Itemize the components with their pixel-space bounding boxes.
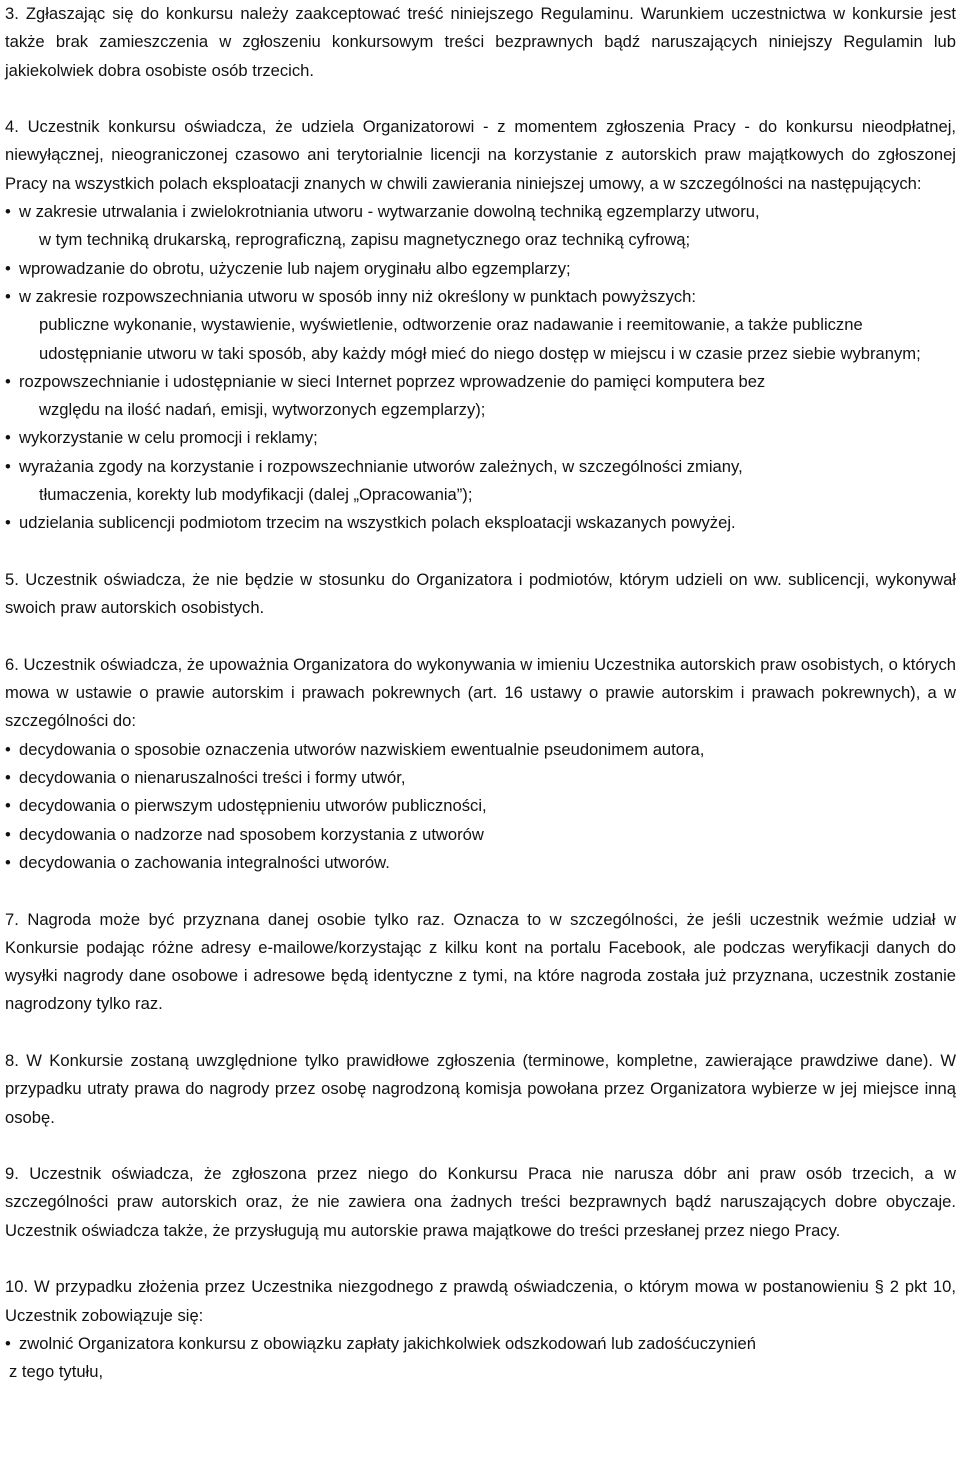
- list-item: [5, 283, 956, 368]
- list-item-continuation: tłumaczenia, korekty lub modyfikacji (dalej „Opracowania”);: [39, 485, 473, 505]
- bullet-icon: •: [5, 796, 11, 816]
- list-item-text: decydowania o pierwszym udostępnieniu utworów publiczności,: [19, 796, 487, 816]
- paragraph-spacer: [5, 877, 956, 905]
- list-item-text: wprowadzanie do obrotu, użyczenie lub najem oryginału albo egzemplarzy;: [19, 258, 571, 278]
- list-item: [5, 424, 956, 452]
- list-item: [5, 764, 956, 792]
- paragraph-spacer: [5, 1132, 956, 1160]
- bullet-icon: •: [5, 258, 11, 278]
- paragraph-7: 7. Nagroda może być przyznana danej osobie tylko raz. Oznacza to w szczególności, że jeśli uczestnik weźmie udział w Konkursie podając różne adresy e-mailowe/korzystając z kilku kont na portalu Facebook, ale podczas weryfikacji danych do wysyłki nagrody dane osobowe i adresowe będą identyczne z tymi, na które nagroda została już przyznana, uczestnik zostanie nagrodzony tylko raz.: [5, 909, 956, 1014]
- bullet-icon: •: [5, 1333, 11, 1353]
- paragraph-6: 6. Uczestnik oświadcza, że upoważnia Organizatora do wykonywania w imieniu Uczestnika autorskich praw osobistych, o których mowa w ustawie o prawie autorskim i prawach pokrewnych (art. 16 ustawy o prawie autorskim i prawach pokrewnych), a w szczególności do:: [5, 654, 956, 731]
- bullet-icon: •: [5, 202, 11, 222]
- bullet-icon: •: [5, 456, 11, 476]
- paragraph-spacer: [5, 85, 956, 113]
- bullet-icon: •: [5, 513, 11, 533]
- bullet-icon: •: [5, 428, 11, 448]
- list-item-text: w zakresie rozpowszechniania utworu w sposób inny niż określony w punktach powyższych:: [19, 286, 696, 306]
- list-item-text: decydowania o sposobie oznaczenia utworów nazwiskiem ewentualnie pseudonimem autora,: [19, 739, 705, 759]
- list-item-text: wykorzystanie w celu promocji i reklamy;: [19, 428, 318, 448]
- list-item-continuation: z tego tytułu,: [9, 1362, 104, 1382]
- list-item: [5, 453, 956, 510]
- list-item: [5, 849, 956, 877]
- list-item: [5, 368, 956, 425]
- list-item-continuation: względu na ilość nadań, emisji, wytworzonych egzemplarzy);: [39, 400, 486, 420]
- list-item: [5, 198, 956, 255]
- bullet-icon: •: [5, 768, 11, 788]
- list-item-text: decydowania o nadzorze nad sposobem korzystania z utworów: [19, 824, 484, 844]
- list-item-text: decydowania o nienaruszalności treści i formy utwór,: [19, 768, 406, 788]
- list-item: [5, 1330, 956, 1387]
- obligations-list: [5, 1330, 956, 1387]
- paragraph-10: 10. W przypadku złożenia przez Uczestnika niezgodnego z prawdą oświadczenia, o którym mowa w postanowieniu § 2 pkt 10, Uczestnik zobowiązuje się:: [5, 1277, 956, 1325]
- list-item-text: decydowania o zachowania integralności utworów.: [19, 852, 390, 872]
- list-item: [5, 792, 956, 820]
- list-item-text: w zakresie utrwalania i zwielokrotniania utworu - wytwarzanie dowolną techniką egzemplarzy utworu,: [19, 202, 760, 222]
- paragraph-spacer: [5, 1245, 956, 1273]
- paragraph-spacer: [5, 1019, 956, 1047]
- paragraph-4: 4. Uczestnik konkursu oświadcza, że udziela Organizatorowi - z momentem zgłoszenia Pracy - do konkursu nieodpłatnej, niewyłącznej, nieograniczonej czasowo ani terytorialnie licencji na korzystanie z autorskich praw majątkowych do zgłoszonej Pracy na wszystkich polach eksploatacji znanych w chwili zawierania niniejszej umowy, a w szczególności na następujących:: [5, 117, 956, 193]
- list-item-continuation: publiczne wykonanie, wystawienie, wyświetlenie, odtworzenie oraz nadawanie i reemitowanie, a także publiczne udostępnianie utworu w taki sposób, aby każdy mógł mieć do niego dostęp w miejscu i w czasie przez siebie wybranym;: [39, 315, 921, 363]
- list-item-text: wyrażania zgody na korzystanie i rozpowszechnianie utworów zależnych, w szczególności zmiany,: [19, 456, 743, 476]
- list-item: [5, 255, 956, 283]
- paragraph-spacer: [5, 623, 956, 651]
- moral-rights-list: [5, 736, 956, 877]
- bullet-icon: •: [5, 739, 11, 759]
- paragraph-8: 8. W Konkursie zostaną uwzględnione tylko prawidłowe zgłoszenia (terminowe, kompletne, zawierające prawdziwe dane). W przypadku utraty prawa do nagrody przez osobę nagrodzoną komisja powołana przez Organizatora wybierze w jej miejsce inną osobę.: [5, 1050, 956, 1127]
- list-item: [5, 736, 956, 764]
- list-item-text: zwolnić Organizatora konkursu z obowiązku zapłaty jakichkolwiek odszkodowań lub zadośćuczynień: [19, 1333, 756, 1353]
- bullet-icon: •: [5, 286, 11, 306]
- paragraph-5: 5. Uczestnik oświadcza, że nie będzie w stosunku do Organizatora i podmiotów, którym udzieli on ww. sublicencji, wykonywał swoich praw autorskich osobistych.: [5, 569, 956, 618]
- bullet-icon: •: [5, 371, 11, 391]
- list-item-text: udzielania sublicencji podmiotom trzecim na wszystkich polach eksploatacji wskazanych powyżej.: [19, 513, 736, 533]
- list-item-text: rozpowszechnianie i udostępnianie w sieci Internet poprzez wprowadzenie do pamięci komputera bez: [19, 371, 766, 391]
- paragraph-spacer: [5, 538, 956, 566]
- bullet-icon: •: [5, 824, 11, 844]
- list-item: [5, 509, 956, 537]
- bullet-icon: •: [5, 852, 11, 872]
- license-fields-list: [5, 198, 956, 538]
- list-item-continuation: w tym techniką drukarską, reprograficzną, zapisu magnetycznego oraz techniką cyfrową;: [39, 230, 691, 250]
- paragraph-9: 9. Uczestnik oświadcza, że zgłoszona przez niego do Konkursu Praca nie narusza dóbr ani praw osób trzecich, a w szczególności praw autorskich oraz, że nie zawiera ona żadnych treści bezprawnych bądź naruszających dobre obyczaje. Uczestnik oświadcza także, że przysługują mu autorskie prawa majątkowe do treści przesłanej przez niego Pracy.: [5, 1164, 956, 1240]
- paragraph-3: 3. Zgłaszając się do konkursu należy zaakceptować treść niniejszego Regulaminu. Warunkiem uczestnictwa w konkursie jest także brak zamieszczenia w zgłoszeniu konkursowym treści bezprawnych bądź naruszających niniejszy Regulamin lub jakiekolwiek dobra osobiste osób trzecich.: [5, 4, 956, 80]
- list-item: [5, 821, 956, 849]
